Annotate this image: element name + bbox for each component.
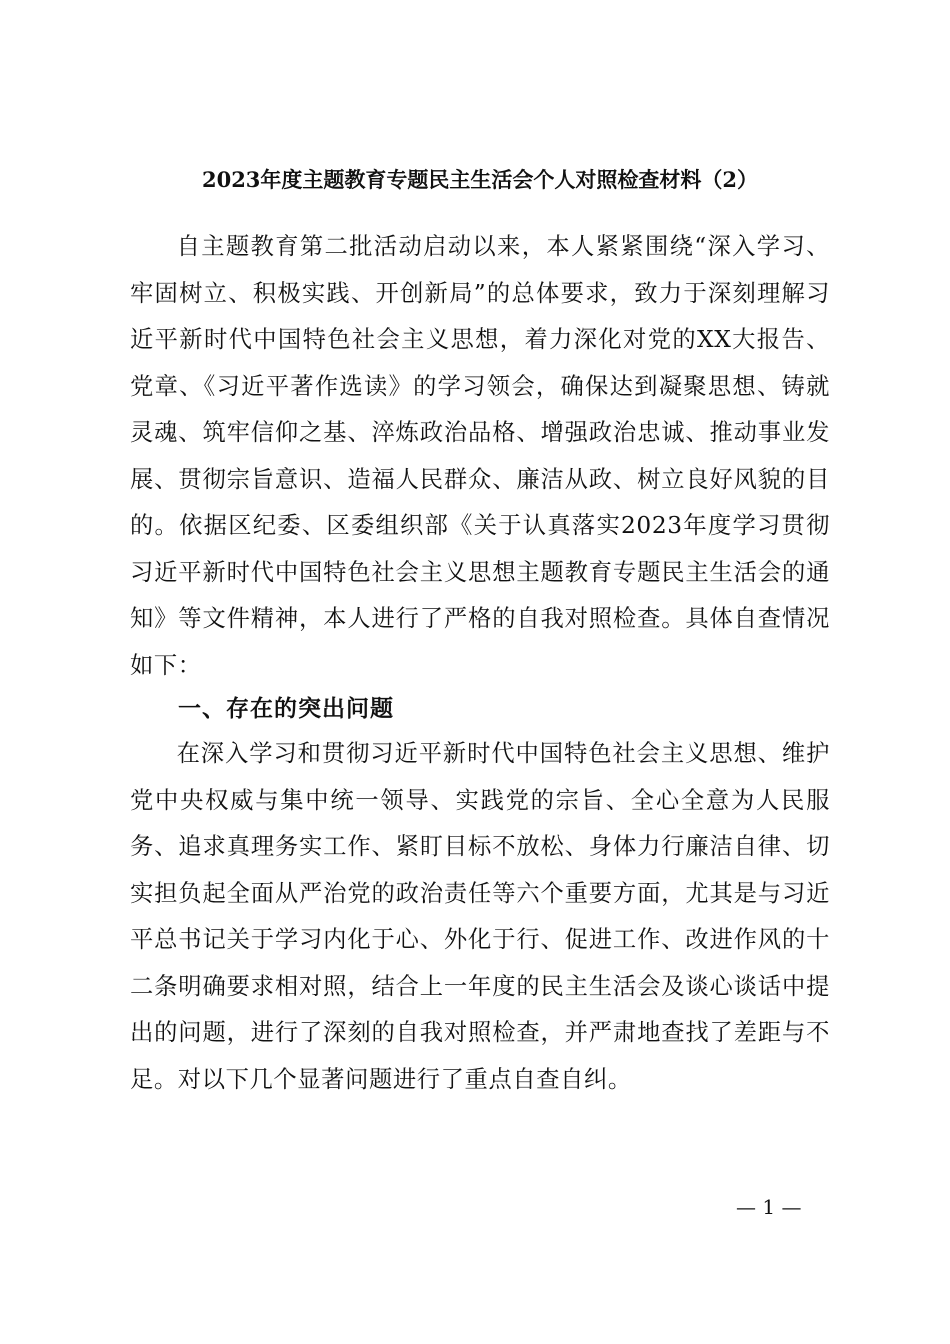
section-heading: 一、存在的突出问题 bbox=[178, 696, 394, 722]
intro-paragraph: 自主题教育第二批活动启动以来，本人紧紧围绕“深入学习、牢固树立、积极实践、开创新局”的总体要求，致力于深刻理解习近平新时代中国特色社会主义思想，着力深化对党的XX大报告、党章、《习近平著作选读》的学习领会，确保达到凝聚思想、铸就灵魂、筑牢信仰之基、淬炼政治品格、增强政治忠诚、推动事业发展、贯彻宗旨意识、造福人民群众、廉洁从政、树立良好风貌的目的。依据区纪委、区委组织部《关于认真落实2023年度学习贯彻习近平新时代中国特色社会主义思想主题教育专题民主生活会的通知》等文件精神，本人进行了严格的自我对照检查。具体自查情况如下： bbox=[130, 233, 830, 679]
problems-paragraph: 在深入学习和贯彻习近平新时代中国特色社会主义思想、维护党中央权威与集中统一领导、实践党的宗旨、全心全意为人民服务、追求真理务实工作、紧盯目标不放松、身体力行廉洁自律、切实担负起全面从严治党的政治责任等六个重要方面，尤其是与习近平总书记关于学习内化于心、外化于行、促进工作、改进作风的十二条明确要求相对照，结合上一年度的民主生活会及谈心谈话中提出的问题，进行了深刻的自我对照检查，并严肃地查找了差距与不足。对以下几个显著问题进行了重点自查自纠。 bbox=[130, 740, 830, 1093]
page-number: — 1 — bbox=[736, 1195, 802, 1219]
document-title: 2023年度主题教育专题民主生活会个人对照检查材料（2） bbox=[201, 167, 759, 192]
